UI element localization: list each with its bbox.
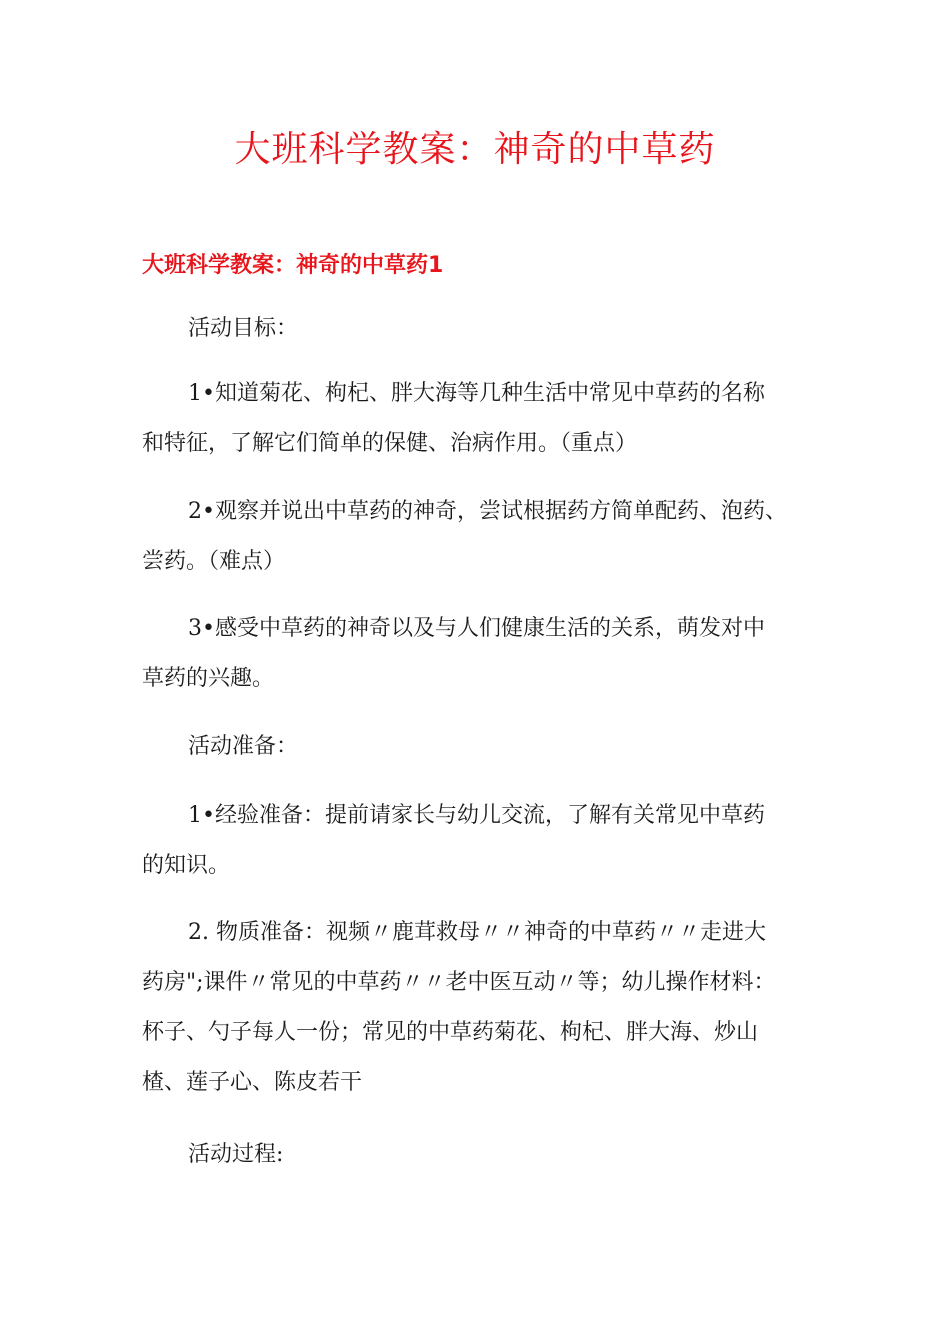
paragraph-preparation-2 — [142, 908, 812, 1108]
paragraph-preparation-heading — [142, 722, 812, 772]
paragraph-line: 活动目标： — [188, 316, 299, 341]
paragraph-line: 1•经验准备：提前请家长与幼儿交流，了解有关常见中草药 — [188, 803, 765, 828]
paragraph-line: 活动准备： — [188, 734, 299, 759]
paragraph-line: 尝药。（难点） — [142, 549, 286, 574]
paragraph-goal-1 — [142, 369, 812, 469]
section-heading: 大班科学教案：神奇的中草药1 — [142, 253, 444, 278]
document-title: 大班科学教案：神奇的中草药 — [234, 129, 716, 170]
paragraph-line: 2•观察并说出中草药的神奇，尝试根据药方简单配药、泡药、 — [188, 499, 787, 524]
paragraph-line: 草药的兴趣。 — [142, 666, 275, 691]
paragraph-line: 的知识。 — [142, 853, 231, 878]
paragraph-process-heading — [142, 1130, 812, 1180]
paragraph-line: 药房";课件〃常见的中草药〃〃老中医互动〃等；幼儿操作材料： — [142, 970, 776, 995]
paragraph-line: 和特征，了解它们简单的保健、治病作用。（重点） — [142, 431, 638, 456]
paragraph-goal-2 — [142, 487, 812, 587]
paragraph-line: 2. 物质准备：视频〃鹿茸救母〃〃神奇的中草药〃〃走进大 — [188, 920, 766, 945]
paragraph-goals-heading — [142, 304, 812, 354]
paragraph-goal-3 — [142, 604, 812, 704]
paragraph-preparation-1 — [142, 791, 812, 891]
paragraph-line: 杯子、勺子每人一份；常见的中草药菊花、枸杞、胖大海、炒山 — [142, 1020, 759, 1045]
paragraph-line: 楂、莲子心、陈皮若干 — [142, 1070, 363, 1095]
paragraph-line: 1•知道菊花、枸杞、胖大海等几种生活中常见中草药的名称 — [188, 381, 765, 406]
paragraph-line: 活动过程: — [188, 1142, 284, 1167]
paragraph-line: 3•感受中草药的神奇以及与人们健康生活的关系，萌发对中 — [188, 616, 765, 641]
